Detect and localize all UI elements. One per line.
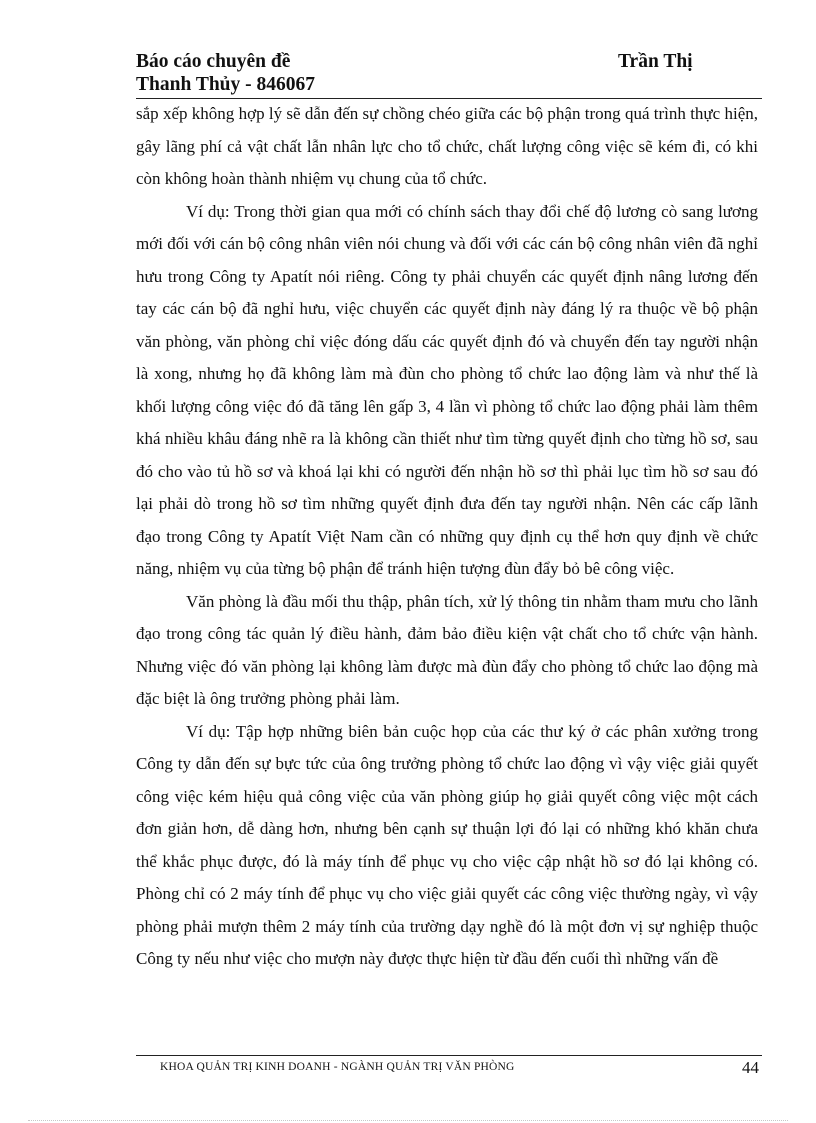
author-name-id: Thanh Thủy - 846067 — [136, 74, 316, 95]
page-number: 44 — [742, 1058, 759, 1077]
author-name-part1: Trần Thị — [618, 51, 693, 72]
footer-divider — [136, 1055, 762, 1056]
report-title: Báo cáo chuyên đề — [136, 51, 291, 72]
paragraph-office-role: Văn phòng là đầu mối thu thập, phân tích, xử lý thông tin nhằm tham mưu cho lãnh đạo trong công tác quản lý điều hành, đảm bảo điều kiện vật chất cho tổ chức vận hành. Nhưng việc đó văn phòng lại không làm được mà đùn đẩy cho phòng tổ chức lao động mà đặc biệt là ông trưởng phòng phải làm. — [136, 591, 758, 708]
paragraph-example-minutes: Ví dụ: Tập hợp những biên bản cuộc họp của các thư ký ở các phân xưởng trong Công ty dẫn đến sự bực tức của ông trưởng phòng tổ chức lao động vì vậy việc giải quyết công việc kém hiệu quả công việc của văn phòng giúp họ giải quyết công việc một cách đơn giản hơn, dễ dàng hơn, nhưng bên cạnh sự thuận lợi đó lại có những khó khăn chưa thể khắc phục được, đó là máy tính để phục vụ cho việc cập nhật hồ sơ đó lại không có. Phòng chỉ có 2 máy tính để phục vụ cho việc giải quyết các công việc thường ngày, vì vậy phòng phải mượn thêm 2 máy tính của trường dạy nghề đó là một đơn vị sự nghiệp thuộc Công ty nếu như việc cho mượn này được thực hiện từ đầu đến cuối thì những vấn đề — [136, 721, 758, 968]
paragraph-continuation: sắp xếp không hợp lý sẽ dẫn đến sự chồng chéo giữa các bộ phận trong quá trình thực hiện, gây lãng phí cả vật chất lẫn nhân lực cho tổ chức, chất lượng công việc sẽ kém đi, có khi còn không hoàn thành nhiệm vụ chung của tổ chức. — [136, 104, 758, 188]
document-body — [136, 98, 758, 976]
header-row — [136, 50, 762, 73]
page-header — [136, 50, 762, 96]
footer-department: KHOA QUẢN TRỊ KINH DOANH - NGÀNH QUẢN TRỊ VĂN PHÒNG — [160, 1061, 515, 1073]
page-bottom-border — [28, 1120, 788, 1121]
paragraph-example-salary: Ví dụ: Trong thời gian qua mới có chính sách thay đổi chế độ lương cò sang lương mới đối với cán bộ công nhân viên nói chung và đối với các cán bộ công nhân viên đã nghỉ hưu trong Công ty Apatít nói riêng. Công ty phải chuyển các quyết định nâng lương đến tay các cán bộ đã nghỉ hưu, việc chuyển các quyết định này đáng lý ra thuộc về bộ phận văn phòng, văn phòng chỉ việc đóng dấu các quyết định đó và chuyển đến tay người nhận là xong, nhưng họ đã không làm mà đùn cho phòng tổ chức lao động làm và như thế là khối lượng công việc đó đã tăng lên gấp 3, 4 lần vì phòng tổ chức lao động phải làm thêm khá nhiều khâu đáng nhẽ ra là không cần thiết như tìm từng quyết định cho từng hồ sơ, sau đó cho vào tủ hồ sơ và khoá lại khi có người đến nhận hồ sơ thì phải lục tìm hồ sơ sau đó lại phải dò trong hồ sơ tìm những quyết định đưa đến tay người nhận. Nên các cấp lãnh đạo trong Công ty Apatít Việt Nam cần có những quy định cụ thể hơn quy định về chức năng, nhiệm vụ của từng bộ phận để tránh hiện tượng đùn đẩy bỏ bê công việc. — [136, 201, 758, 578]
